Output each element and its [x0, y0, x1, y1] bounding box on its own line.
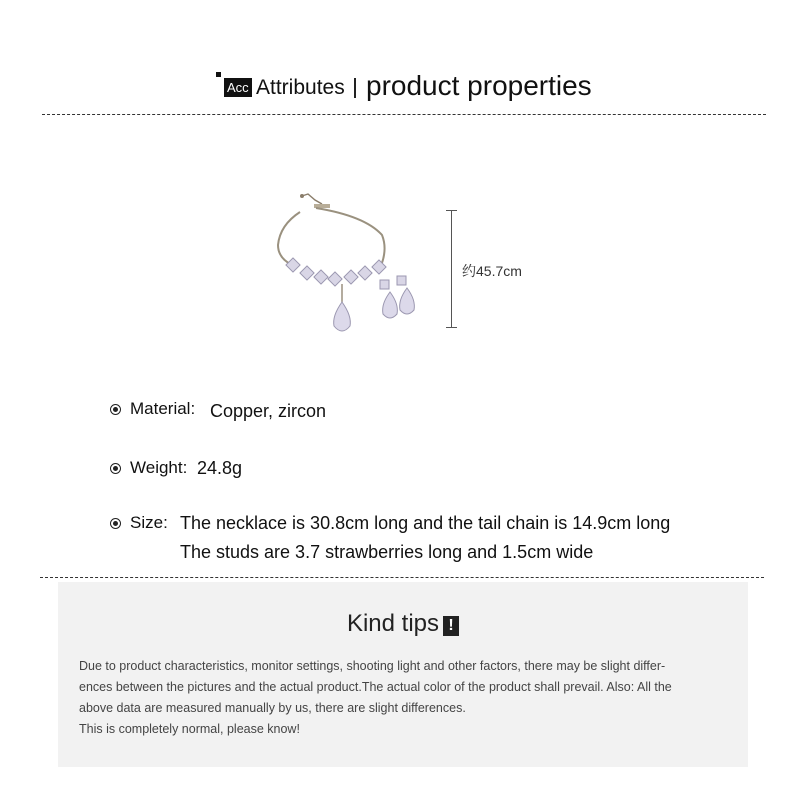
tips-title-text: Kind tips [346, 610, 440, 637]
header-dot-icon [216, 72, 221, 77]
earrings-icon [380, 276, 414, 318]
section-header [0, 70, 800, 110]
spec-label: Material: [130, 399, 196, 418]
exclamation-icon: ! [443, 616, 459, 636]
kind-tips-panel [58, 582, 748, 767]
product-image [270, 190, 440, 340]
tips-line: ences between the pictures and the actual product.The actual color of the product shall prevail. Also: All the [79, 680, 672, 694]
tips-line: This is completely normal, please know! [79, 722, 300, 736]
spec-value-line1: The necklace is 30.8cm long and the tail chain is 14.9cm long [180, 513, 671, 533]
spec-value: Copper, zircon [210, 401, 327, 421]
page-title: product properties [366, 70, 592, 101]
dimension-label: 约45.7cm [462, 263, 522, 279]
tips-title [58, 610, 748, 638]
dimension-ruler [444, 210, 464, 328]
header-separator [354, 78, 356, 98]
divider-bottom [40, 577, 764, 578]
necklace-icon [278, 194, 386, 331]
tips-line: Due to product characteristics, monitor settings, shooting light and other factors, there may be slight differ- [79, 659, 666, 673]
tips-line: above data are measured manually by us, there are slight differences. [79, 701, 466, 715]
spec-value-line2: The studs are 3.7 strawberries long and 1.5cm wide [180, 542, 594, 562]
divider-top [42, 114, 766, 115]
acc-badge: Acc [224, 78, 252, 97]
spec-value: 24.8g [197, 458, 243, 478]
spec-label: Size: [130, 513, 168, 532]
bullet-icon [110, 404, 121, 415]
bullet-icon [110, 518, 121, 529]
tips-body [79, 656, 734, 740]
spec-label: Weight: [130, 458, 188, 477]
bullet-icon [110, 463, 121, 474]
attributes-label: Attributes [256, 76, 345, 99]
